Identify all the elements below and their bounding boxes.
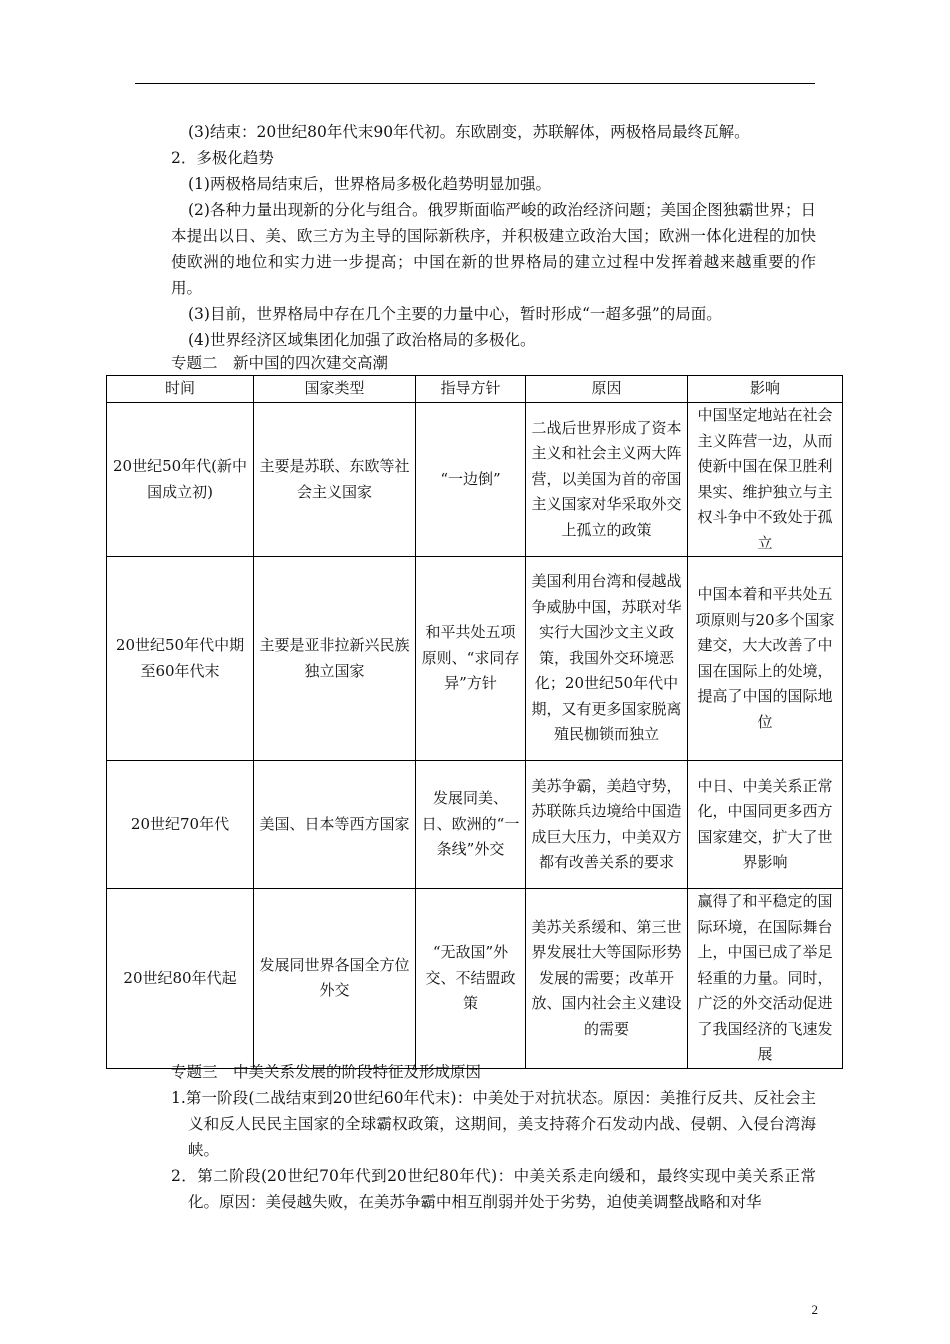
cell-reason: 美苏关系缓和、第三世界发展壮大等国际形势发展的需要；改革开放、国内社会主义建设的需要 [526, 889, 688, 1069]
cell-country: 主要是亚非拉新兴民族独立国家 [254, 557, 416, 761]
cell-time: 20世纪80年代起 [107, 889, 254, 1069]
paragraph-2: (2)各种力量出现新的分化与组合。俄罗斯面临严峻的政治经济问题；美国企图独霸世界；日本提出以日、美、欧三方为主导的国际新秩序，并积极建立政治大国；欧洲一体化进程的加快使欧洲的地位和实力进一步提高；中国在新的世界格局的建立过程中发挥着越来越重要的作用。 [171, 201, 816, 297]
header-rule [135, 83, 815, 84]
text-line-3: (3)目前，世界格局中存在几个主要的力量中心，暂时形成“一超多强”的局面。 [188, 305, 722, 323]
cell-reason: 二战后世界形成了资本主义和社会主义两大阵营，以美国为首的帝国主义国家对华采取外交上孤立的政策 [526, 403, 688, 557]
text-line-1: (1)两极格局结束后，世界格局多极化趋势明显加强。 [188, 175, 551, 193]
page-number: 2 [811, 1302, 818, 1317]
cell-time: 20世纪70年代 [107, 761, 254, 889]
cell-reason: 美苏争霸，美趋守势，苏联陈兵边境给中国造成巨大压力，中美双方都有改善关系的要求 [526, 761, 688, 889]
cell-country: 发展同世界各国全方位外交 [254, 889, 416, 1069]
cell-policy: “一边倒” [416, 403, 526, 557]
text-line-4: (4)世界经济区域集团化加强了政治格局的多极化。 [188, 331, 536, 349]
heading-multipolar: 2．多极化趋势 [171, 149, 274, 167]
cell-policy: “无敌国”外交、不结盟政策 [416, 889, 526, 1069]
cell-impact: 中国本着和平共处五项原则与20多个国家建交，大大改善了中国在国际上的处境，提高了中国的国际地位 [688, 557, 843, 761]
cell-policy: 和平共处五项原则、“求同存异”方针 [416, 557, 526, 761]
table-row [107, 761, 843, 889]
cell-time: 20世纪50年代(新中国成立初) [107, 403, 254, 557]
cell-policy: 发展同美、日、欧洲的“一条线”外交 [416, 761, 526, 889]
stage-2-paragraph: 2．第二阶段(20世纪70年代到20世纪80年代)：中美关系走向缓和，最终实现中美关系正常化。原因：美侵越失败，在美苏争霸中相互削弱并处于劣势，迫使美调整战略和对华 [171, 1167, 816, 1211]
table-row [107, 889, 843, 1069]
cell-impact: 中日、中美关系正常化，中国同更多西方国家建交，扩大了世界影响 [688, 761, 843, 889]
stage-1-paragraph: 1.第一阶段(二战结束到20世纪60年代末)：中美处于对抗状态。原因：美推行反共、反社会主义和反人民民主国家的全球霸权政策，这期间，美支持蒋介石发动内战、侵朝、入侵台湾海峡。 [171, 1089, 816, 1159]
cell-country: 主要是苏联、东欧等社会主义国家 [254, 403, 416, 557]
cell-time: 20世纪50年代中期至60年代末 [107, 557, 254, 761]
header-reason: 原因 [526, 376, 688, 403]
cell-impact: 赢得了和平稳定的国际环境，在国际舞台上，中国已成了举足轻重的力量。同时，广泛的外交活动促进了我国经济的飞速发展 [688, 889, 843, 1069]
cell-impact: 中国坚定地站在社会主义阵营一边，从而使新中国在保卫胜利果实、维护独立与主权斗争中不致处于孤立 [688, 403, 843, 557]
topic2-title: 专题二 新中国的四次建交高潮 [171, 354, 389, 372]
diplomacy-table [106, 375, 843, 1069]
header-policy: 指导方针 [416, 376, 526, 403]
header-impact: 影响 [688, 376, 843, 403]
header-country-type: 国家类型 [254, 376, 416, 403]
table-row [107, 403, 843, 557]
cell-reason: 美国利用台湾和侵越战争威胁中国，苏联对华实行大国沙文主义政策，我国外交环境恶化；20世纪50年代中期，又有更多国家脱离殖民枷锁而独立 [526, 557, 688, 761]
topic3-title: 专题三 中美关系发展的阶段特征及形成原因 [171, 1063, 482, 1081]
cell-country: 美国、日本等西方国家 [254, 761, 416, 889]
text-line-bipolar-end: (3)结束：20世纪80年代末90年代初。东欧剧变，苏联解体，两极格局最终瓦解。 [188, 123, 750, 141]
header-time: 时间 [107, 376, 254, 403]
table-header-row [107, 376, 843, 403]
table-row [107, 557, 843, 761]
